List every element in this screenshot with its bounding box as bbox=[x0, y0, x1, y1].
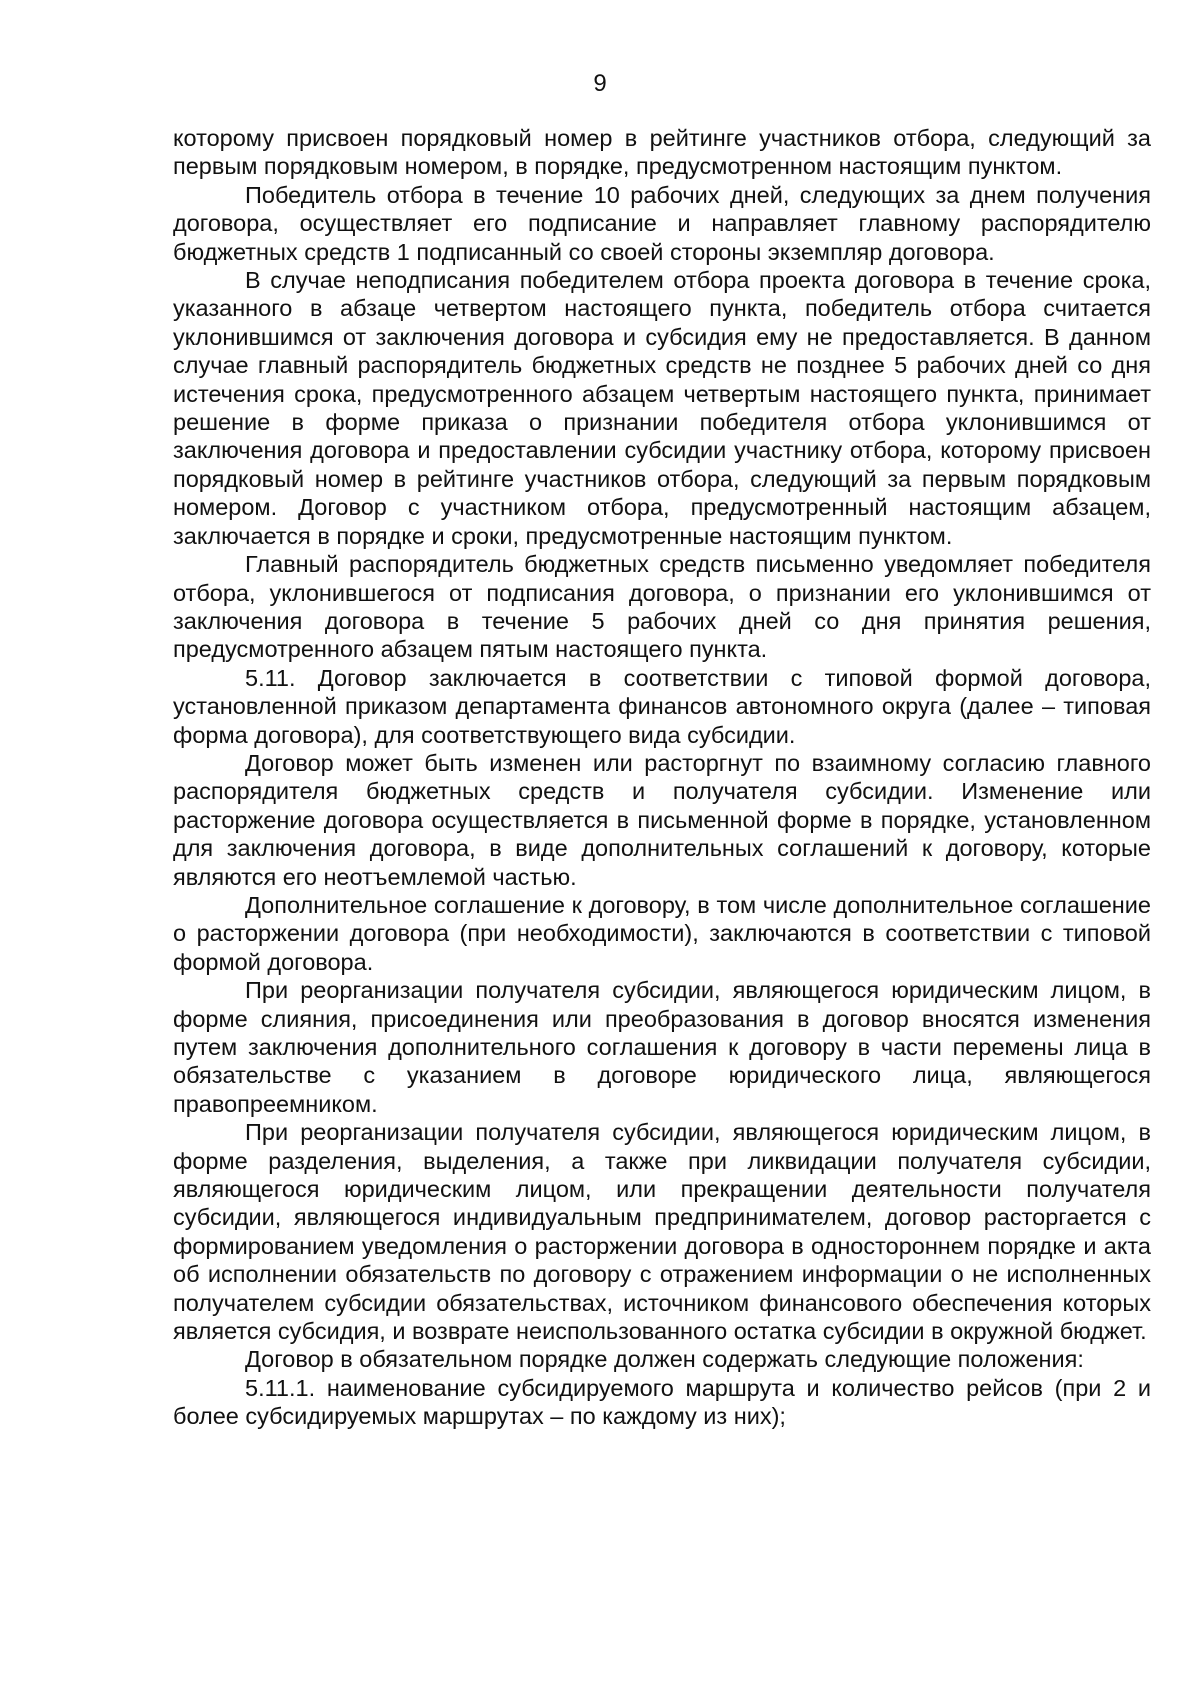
paragraph-5-11: 5.11. Договор заключается в соответствии с типовой формой договора, установленной приказом департамента финансов автономного округа (далее – типовая форма договора), для соответствующего вида субсидии. bbox=[173, 664, 1151, 748]
paragraph-non-signing: В случае неподписания победителем отбора проекта договора в течение срока, указанного в абзаце четвертом настоящего пункта, победитель отбора считается уклонившимся от заключения договора и субсидия ему не предоставляется. В данном случае главный распорядитель бюджетных средств не позднее 5 рабочих дней со дня истечения срока, предусмотренного абзацем четвертым настоящего пункта, принимает решение в форме приказа о признании победителя отбора уклонившимся от заключения договора и предоставлении субсидии участнику отбора, которому присвоен порядковый номер в рейтинге участников отбора, следующий за первым порядковым номером. Договор с участником отбора, предусмотренный настоящим абзацем, заключается в порядке и сроки, предусмотренные настоящим пунктом. bbox=[173, 267, 1151, 549]
document-body bbox=[173, 124, 1151, 1431]
paragraph-continuation: которому присвоен порядковый номер в рейтинге участников отбора, следующий за первым порядковым номером, в порядке, предусмотренном настоящим пунктом. bbox=[173, 125, 1151, 180]
page-number: 9 bbox=[593, 70, 607, 97]
paragraph-contract-change: Договор может быть изменен или расторгнут по взаимному согласию главного распорядителя бюджетных средств и получателя субсидии. Изменение или расторжение договора осуществляется в письменной форме в порядке, установленном для заключения договора, в виде дополнительных соглашений к договору, которые являются его неотъемлемой частью. bbox=[173, 749, 1151, 890]
paragraph-notification: Главный распорядитель бюджетных средств письменно уведомляет победителя отбора, уклонившегося от подписания договора, о признании его уклонившимся от заключения договора в течение 5 рабочих дней со дня принятия решения, предусмотренного абзацем пятым настоящего пункта. bbox=[173, 551, 1151, 663]
paragraph-winner-signing: Победитель отбора в течение 10 рабочих дней, следующих за днем получения договора, осуществляет его подписание и направляет главному распорядителю бюджетных средств 1 подписанный со своей стороны экземпляр договора. bbox=[173, 181, 1151, 265]
paragraph-reorganization-merger: При реорганизации получателя субсидии, являющегося юридическим лицом, в форме слияния, присоединения или преобразования в договор вносятся изменения путем заключения дополнительного соглашения к договору в части перемены лица в обязательстве с указанием в договоре юридического лица, являющегося правопреемником. bbox=[173, 977, 1151, 1117]
paragraph-5-11-1: 5.11.1. наименование субсидируемого маршрута и количество рейсов (при 2 и более субсидируемых маршрутах – по каждому из них); bbox=[173, 1374, 1151, 1430]
paragraph-reorganization-division: При реорганизации получателя субсидии, являющегося юридическим лицом, в форме разделения, выделения, а также при ликвидации получателя субсидии, являющегося юридическим лицом, или прекращении деятельности получателя субсидии, являющегося индивидуальным предпринимателем, договор расторгается с формированием уведомления о расторжении договора в одностороннем порядке и акта об исполнении обязательств по договору с отражением информации о не исполненных получателем субсидии обязательствах, источником финансового обеспечения которых является субсидия, и возврате неиспользованного остатка субсидии в окружной бюджет. bbox=[173, 1119, 1151, 1345]
paragraph-mandatory-provisions: Договор в обязательном порядке должен содержать следующие положения: bbox=[245, 1346, 1084, 1373]
paragraph-additional-agreement: Дополнительное соглашение к договору, в том числе дополнительное соглашение о расторжении договора (при необходимости), заключаются в соответствии с типовой формой договора. bbox=[173, 891, 1151, 975]
